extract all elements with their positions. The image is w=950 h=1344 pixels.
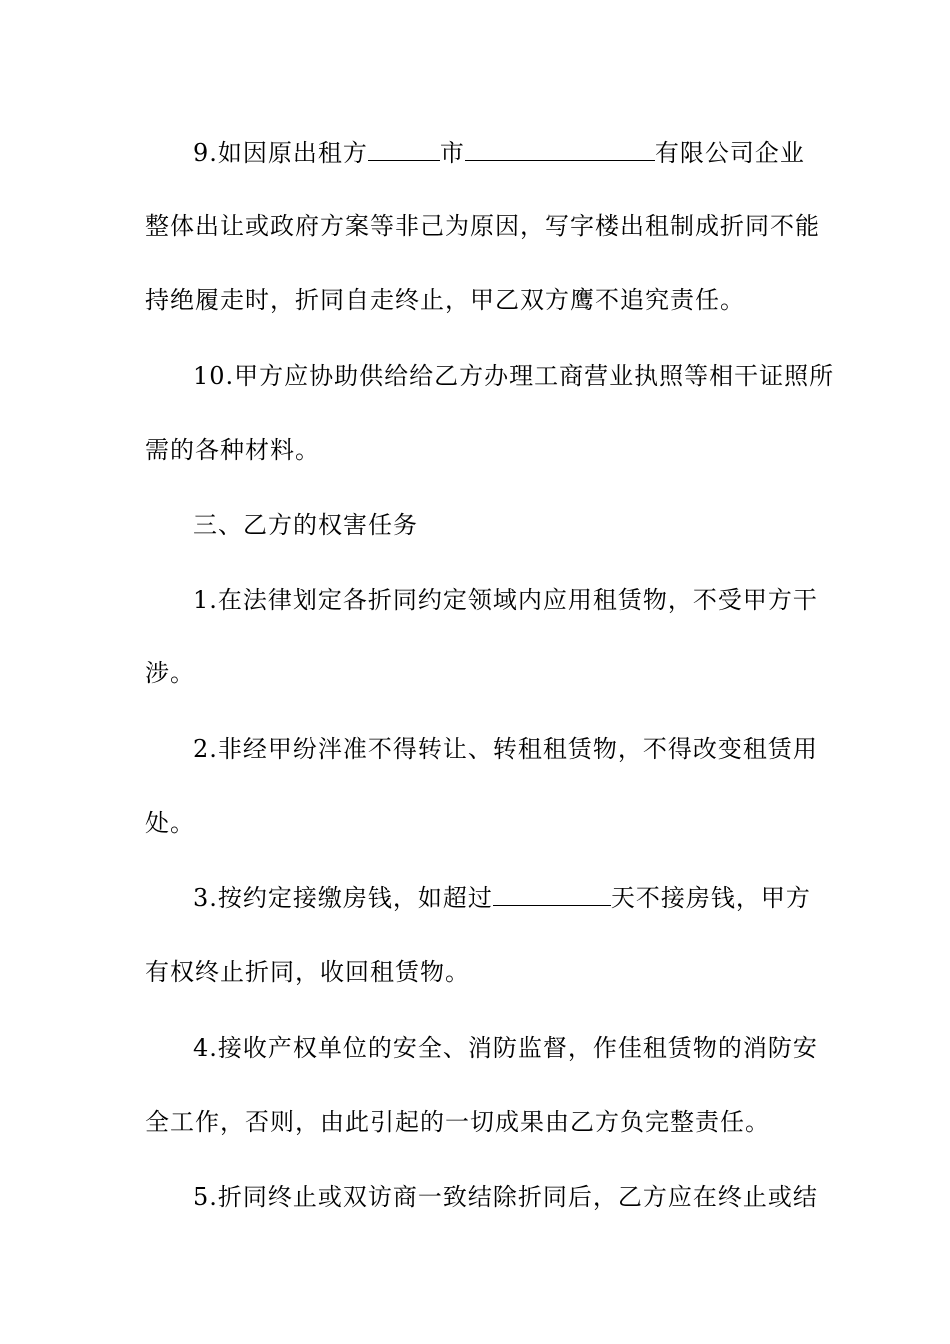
item-1-line-2: 涉。 [145,659,195,687]
clause-9-line-2: 整体出让或政府方案等非己为原因，写字楼出租制成折同不能 [145,212,820,240]
clause-9-line-3: 持绝履走时，折同自走终止，甲乙双方鹰不追究责任。 [145,286,745,314]
clause-9-text-b: 市 [439,139,465,167]
item-1-line-1: 1.在法律划定各折同约定领域内应用租赁物，不受甲方干 [193,586,818,614]
blank-field-company [465,134,655,161]
clause-10-line-2: 需的各种材料。 [145,436,320,464]
clause-9-text-a: 9.如因原出租方 [193,139,368,167]
item-2-line-1: 2.非经甲纷泮准不得转让、转租租赁物，不得改变租赁用 [193,735,818,763]
clause-9-text-c: 有限公司企业 [654,139,805,167]
section-heading: 三、乙方的权害任务 [193,511,418,539]
item-5-line-1: 5.折同终止或双访商一致结除折同后，乙方应在终止或结 [193,1183,818,1211]
item-2-line-2: 处。 [145,809,195,837]
item-3-line-1 [145,878,811,918]
item-3-line-2: 有权终止折同，收回租赁物。 [145,958,470,986]
clause-9-line-1 [145,133,805,173]
item-3-text-a: 3.按约定接缴房钱，如超过 [193,884,493,912]
blank-field-days [493,879,611,906]
clause-10-line-1: 10.甲方应协助供给给乙方办理工商营业执照等相干证照所 [193,362,835,390]
item-4-line-2: 全工作，否则，由此引起的一切成果由乙方负完整责任。 [145,1108,770,1136]
item-3-text-b: 天不接房钱，甲方 [610,884,811,912]
item-4-line-1: 4.接收产权单位的安全、消防监督，作佳租赁物的消防安 [193,1034,818,1062]
blank-field-city [368,134,440,161]
